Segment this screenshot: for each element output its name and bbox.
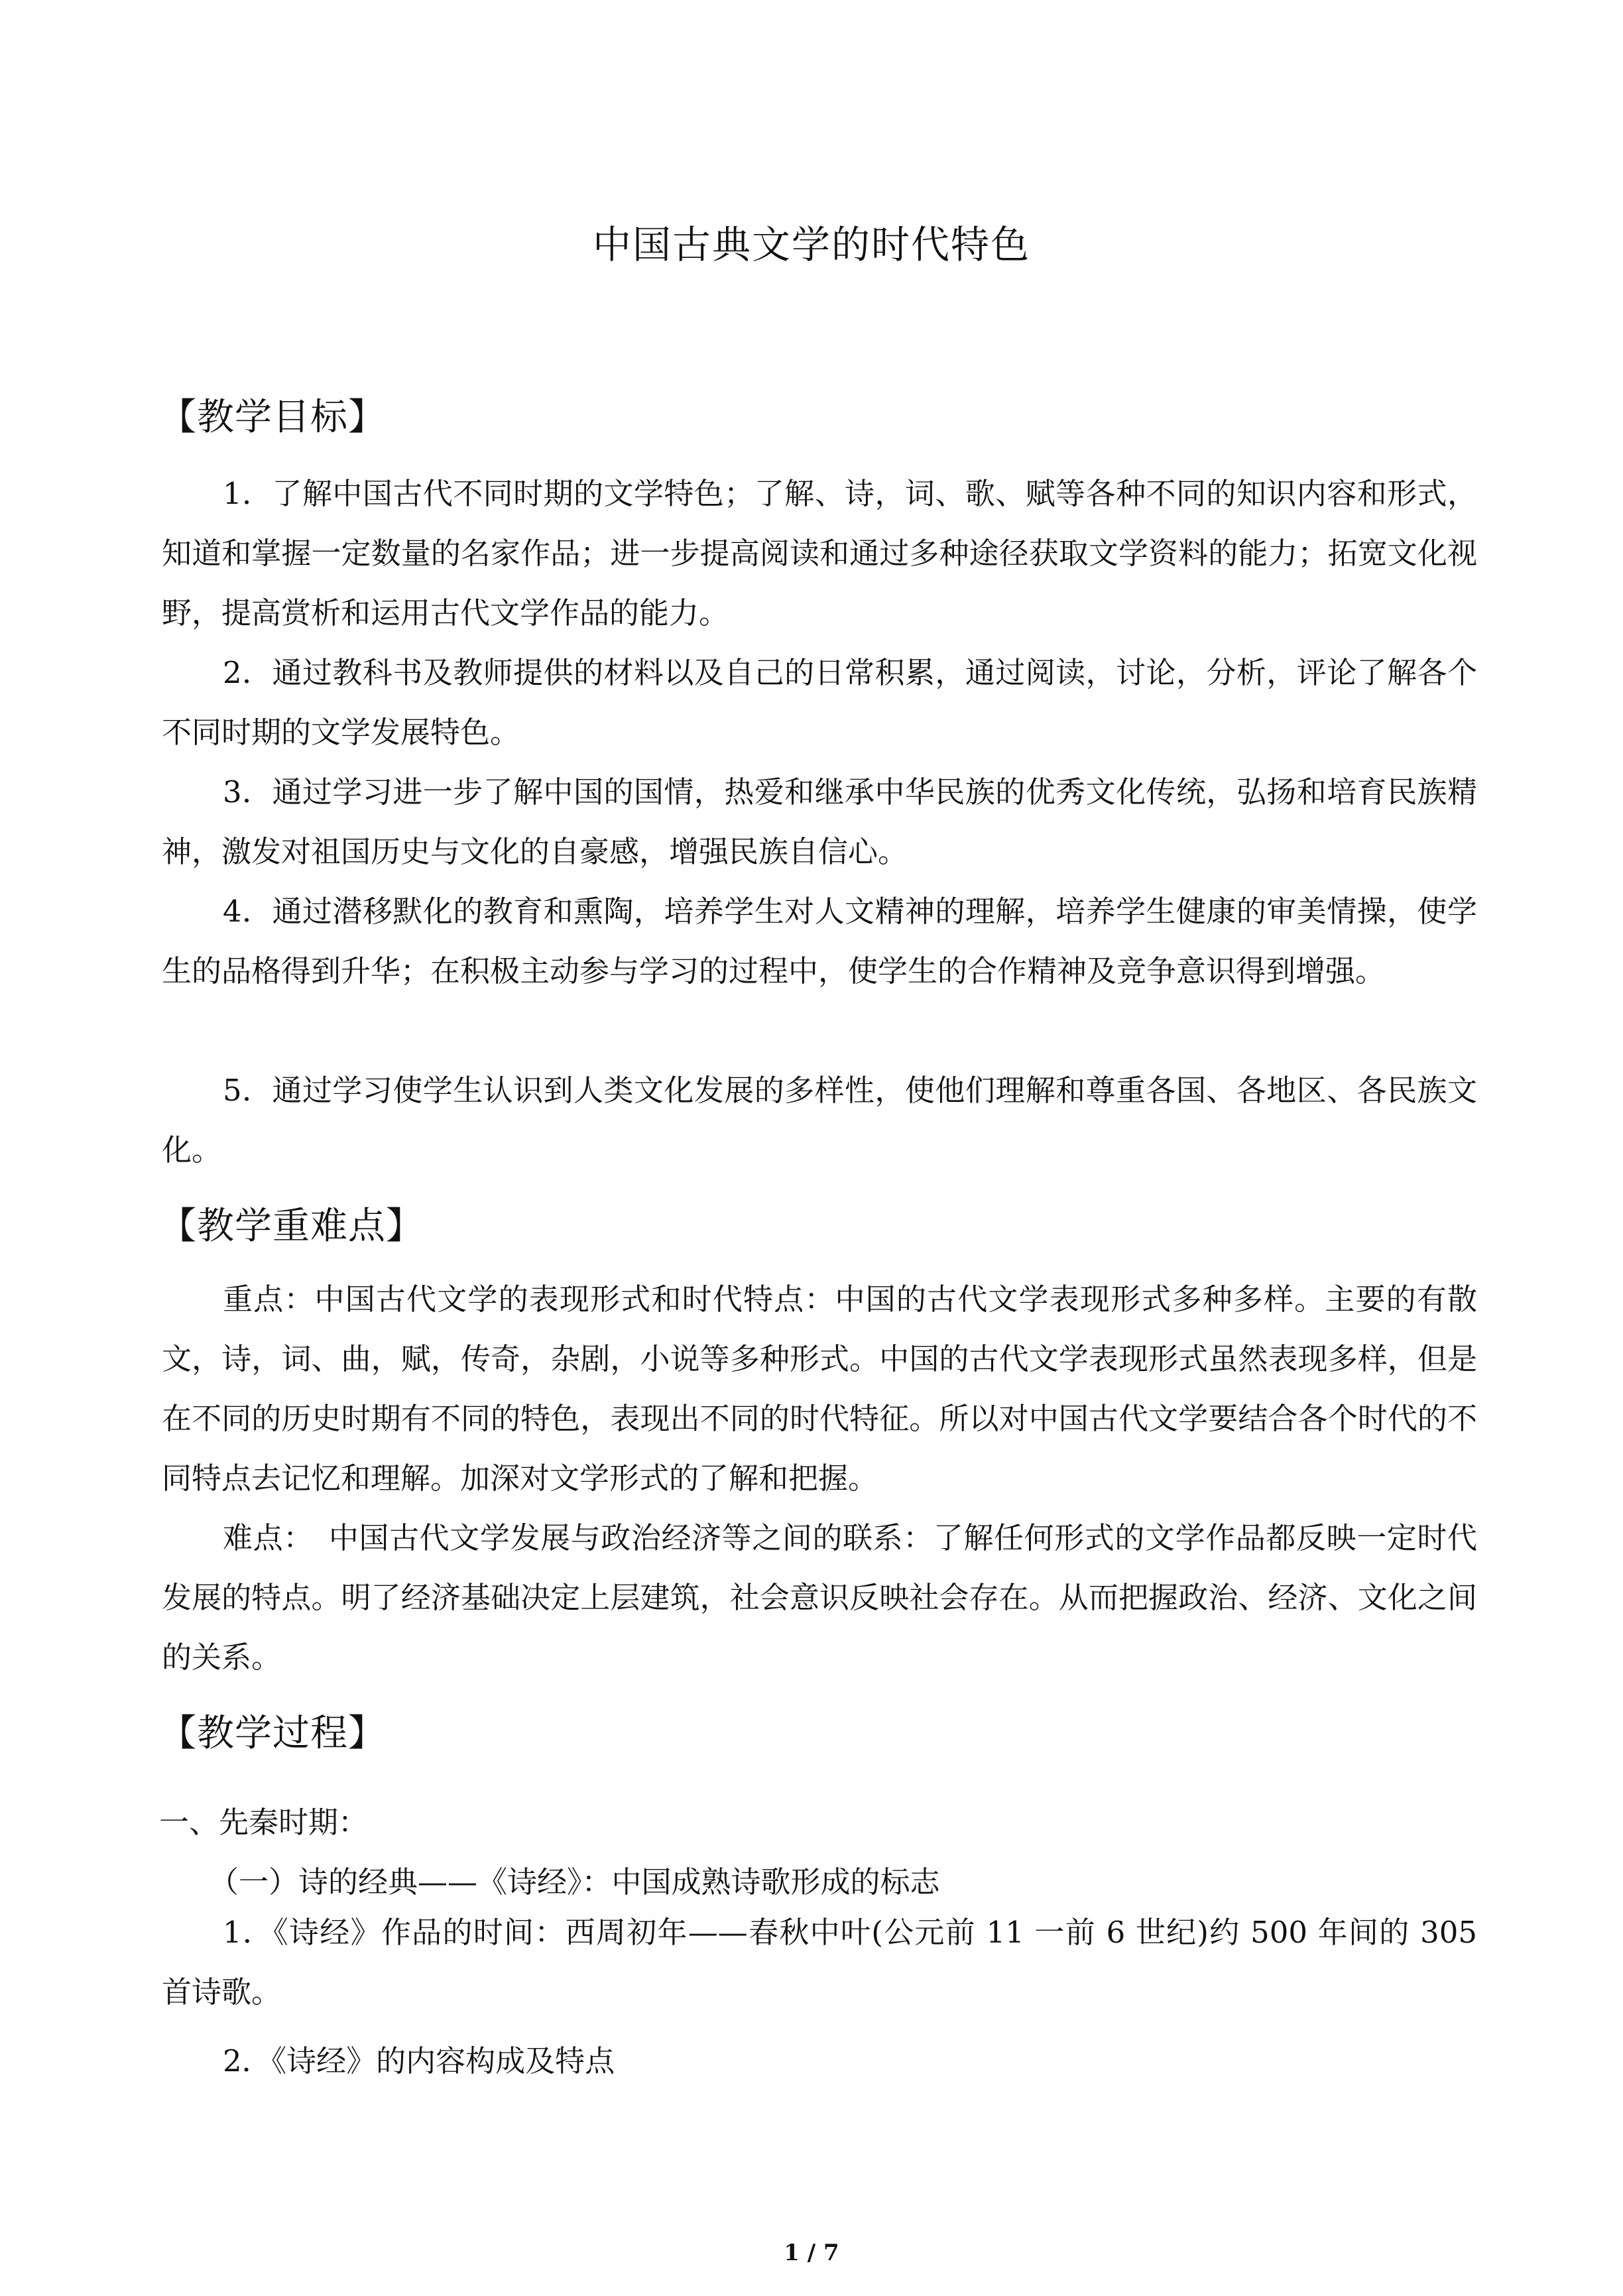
document-title: 中国古典文学的时代特色 [592, 222, 1030, 267]
key-point-difficulty: 难点： 中国古代文学发展与政治经济等之间的联系：了解任何形式的文学作品都反映一定时代发展的特点。明了经济基础决定上层建筑，社会意识反映社会存在。从而把握政治、经济、文化之间的关系。 [162, 1520, 1477, 1675]
objective-item-3: 3．通过学习进一步了解中国的国情，热爱和继承中华民族的优秀文化传统，弘扬和培育民族精神，激发对祖国历史与文化的自豪感，增强民族自信心。 [162, 774, 1477, 869]
process-point-2: 2．《诗经》的内容构成及特点 [223, 2043, 615, 2079]
page-number: 1 / 7 [784, 2240, 839, 2266]
objective-item-1: 1．了解中国古代不同时期的文学特色；了解、诗，词、歌、赋等各种不同的知识内容和形式，知道和掌握一定数量的名家作品；进一步提高阅读和通过多种途径获取文学资料的能力；拓宽文化视野，提高赏析和运用古代文学作品的能力。 [162, 476, 1477, 631]
objective-item-4: 4．通过潜移默化的教育和熏陶，培养学生对人文精神的理解，培养学生健康的审美情操，使学生的品格得到升华；在积极主动参与学习的过程中，使学生的合作精神及竞争意识得到增强。 [162, 894, 1477, 989]
key-points-heading: 【教学重难点】 [159, 1205, 424, 1248]
objective-item-2: 2．通过教科书及教师提供的材料以及自己的日常积累，通过阅读，讨论，分析，评论了解各个不同时期的文学发展特色。 [162, 655, 1477, 750]
subsection-heading: （一）诗的经典——《诗经》：中国成熟诗歌形成的标志 [209, 1864, 940, 1900]
process-point-1: 1．《诗经》作品的时间：西周初年——春秋中叶(公元前 11 一前 6 世纪)约 500 年间的 305 首诗歌。 [162, 1915, 1477, 2010]
objective-item-5: 5．通过学习使学生认识到人类文化发展的多样性，使他们理解和尊重各国、各地区、各民族文化。 [162, 1073, 1477, 1168]
objectives-heading: 【教学目标】 [159, 396, 386, 439]
process-heading: 【教学过程】 [159, 1712, 386, 1755]
period-heading: 一、先秦时期： [159, 1805, 369, 1840]
key-point-focus: 重点：中国古代文学的表现形式和时代特点：中国的古代文学表现形式多种多样。主要的有散文，诗，词、曲，赋，传奇，杂剧，小说等多种形式。中国的古代文学表现形式虽然表现多样，但是在不同的历史时期有不同的特色，表现出不同的时代特征。所以对中国古代文学要结合各个时代的不同特点去记忆和理解。加深对文学形式的了解和把握。 [162, 1282, 1477, 1496]
